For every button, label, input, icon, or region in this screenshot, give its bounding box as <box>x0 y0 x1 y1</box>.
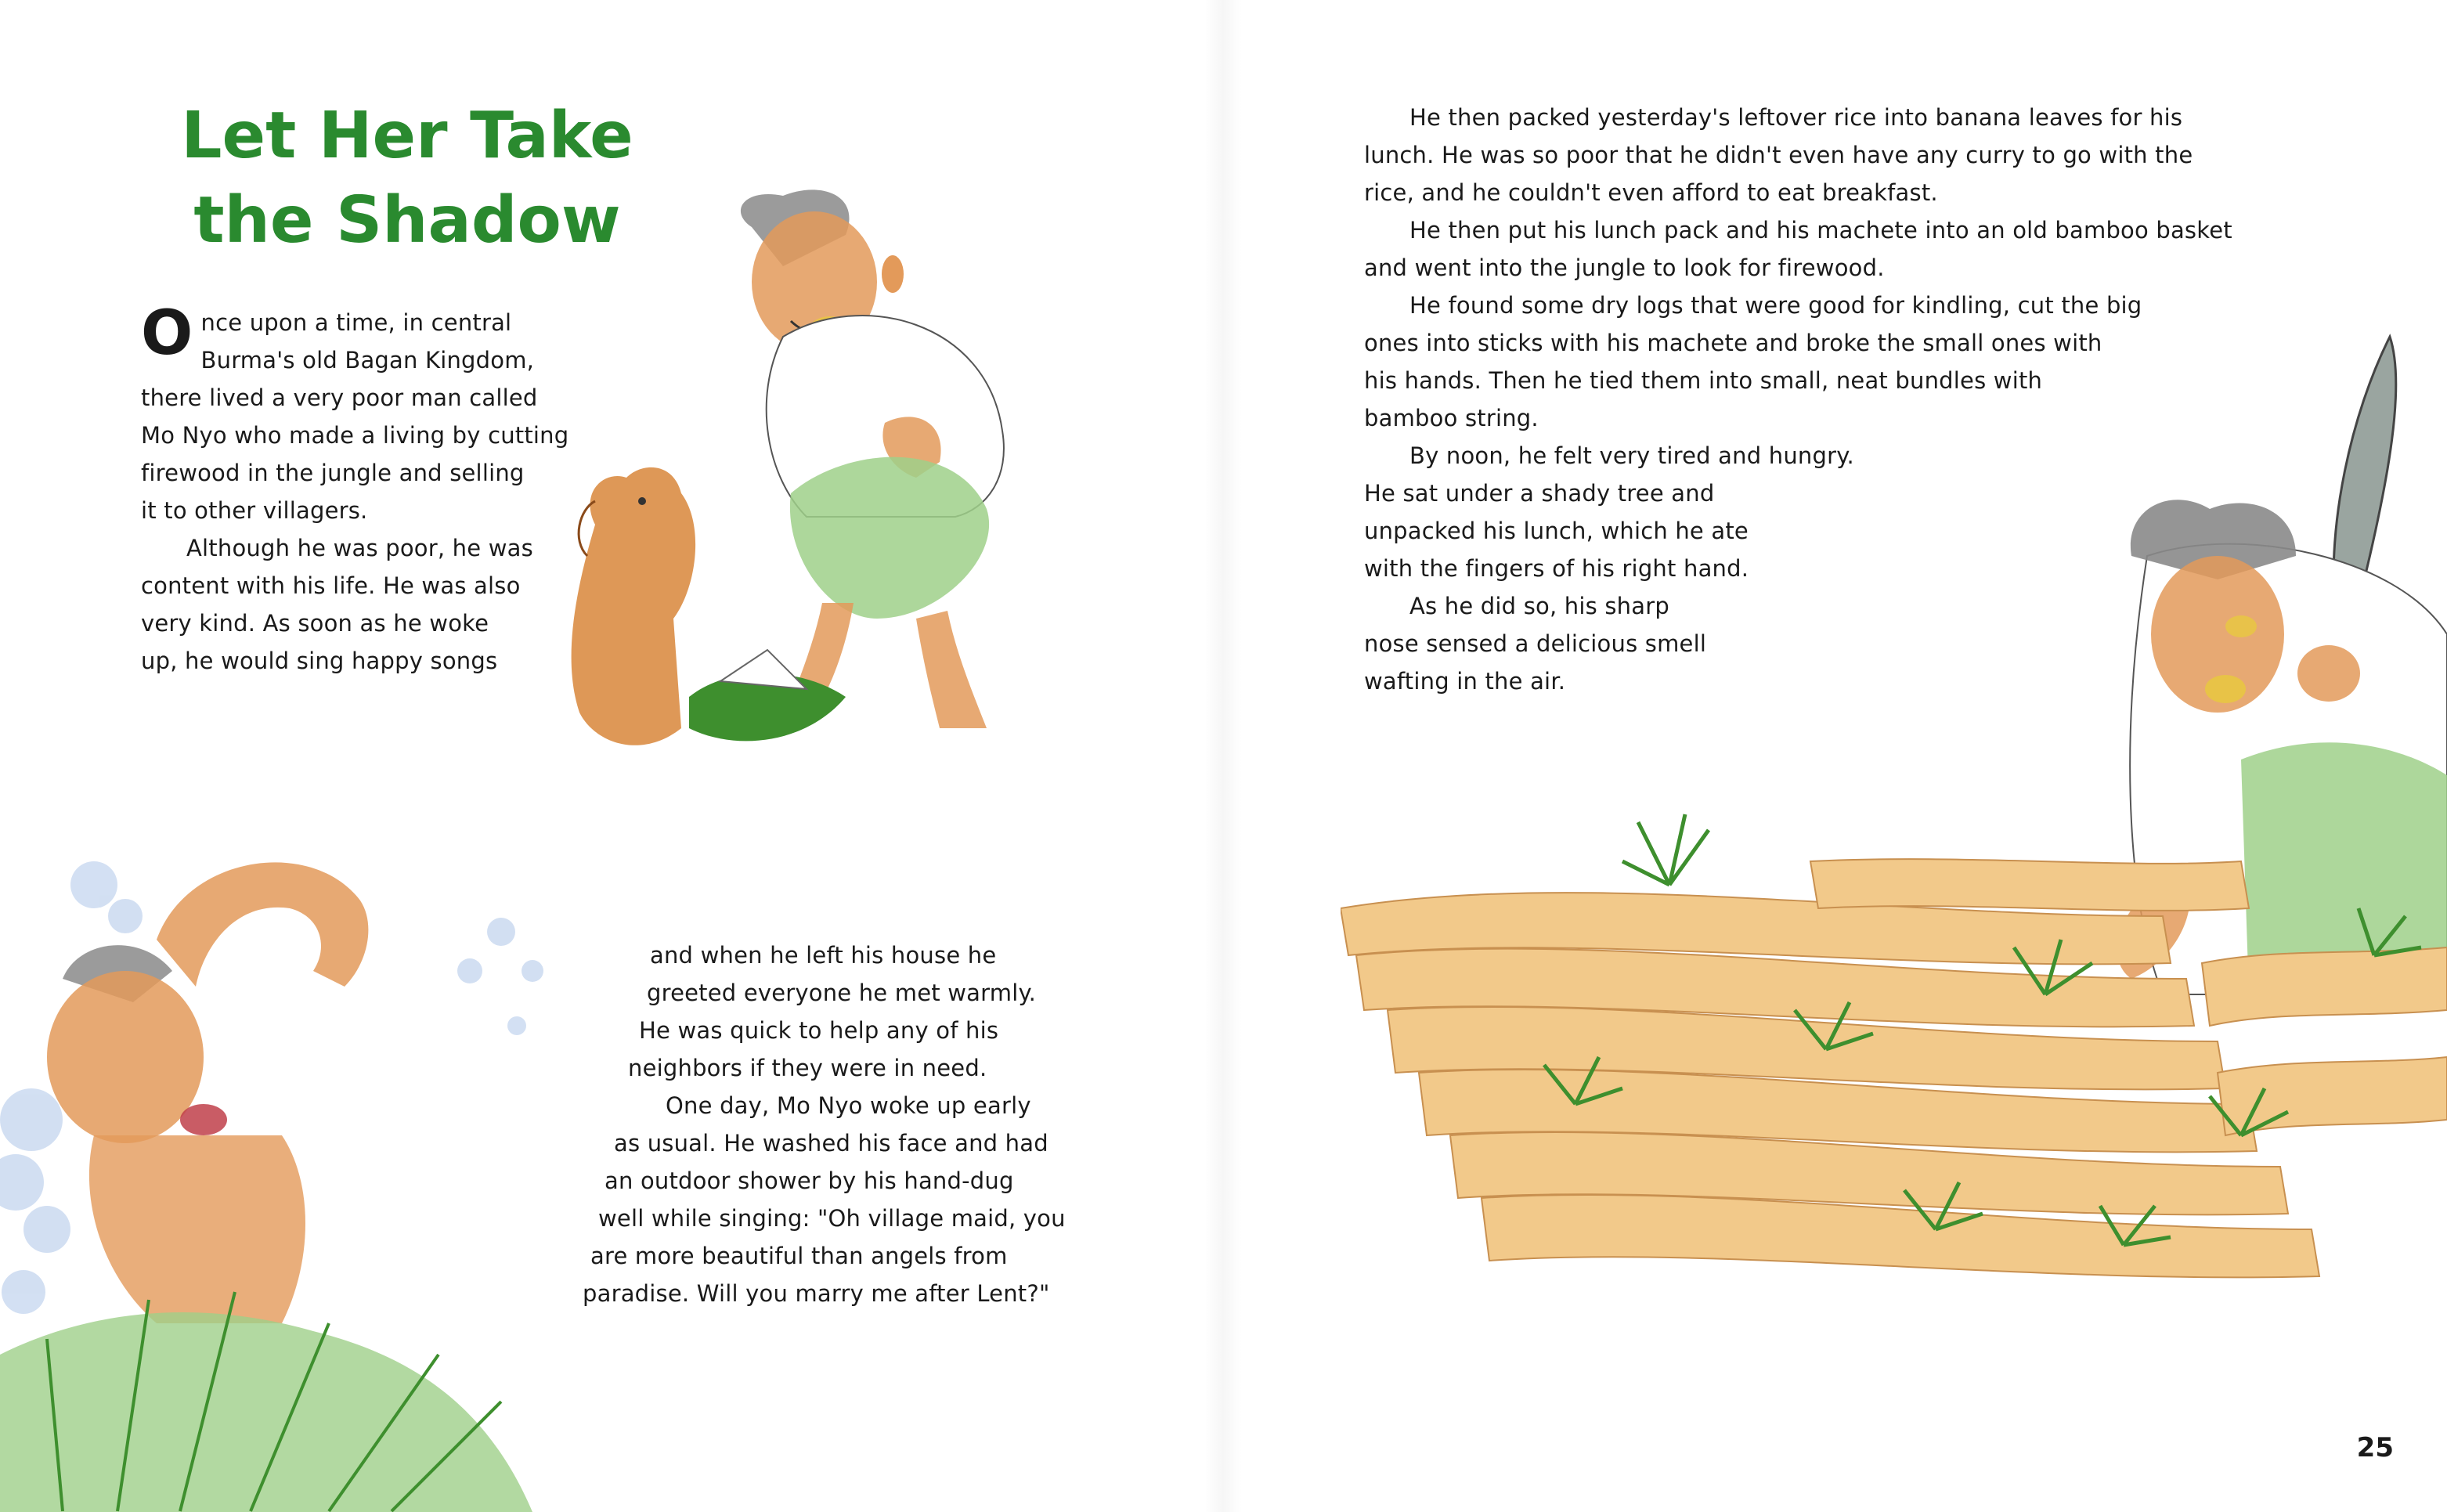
text-line: By noon, he felt very tired and hungry. <box>1409 442 1854 469</box>
continuation-text <box>579 936 1066 1312</box>
text-line: his hands. Then he tied them into small, neat bundles with <box>1364 367 2043 394</box>
text-line: well while singing: "Oh village maid, you <box>598 1205 1066 1232</box>
left-page <box>0 0 1223 1512</box>
text-line: are more beautiful than angels from <box>590 1243 1008 1269</box>
man-cutting-firewood-icon <box>1341 321 2447 1339</box>
man-kneeling-with-dog-icon <box>548 180 1175 830</box>
text-line: nose sensed a delicious smell <box>1364 630 1707 657</box>
text-line: nce upon a time, in central <box>200 309 512 336</box>
text-line: up, he would sing happy songs <box>141 648 498 674</box>
text-line: very kind. As soon as he woke <box>141 610 489 637</box>
intro-text <box>141 298 569 680</box>
text-line: greeted everyone he met warmly. <box>647 980 1037 1006</box>
text-line: and went into the jungle to look for firewood. <box>1364 254 1885 281</box>
text-line: Mo Nyo who made a living by cutting <box>141 422 569 449</box>
text-line: Although he was poor, he was <box>186 535 533 561</box>
text-line: wafting in the air. <box>1364 668 1566 695</box>
text-line: an outdoor shower by his hand-dug <box>605 1167 1014 1194</box>
title-line-2: the Shadow <box>193 183 621 258</box>
text-line: there lived a very poor man called <box>141 384 538 411</box>
text-line: content with his life. He was also <box>141 572 521 599</box>
text-line: as usual. He washed his face and had <box>614 1130 1048 1157</box>
text-line: He was quick to help any of his <box>639 1017 999 1044</box>
text-line: He then packed yesterday's leftover rice into banana leaves for his <box>1409 104 2183 131</box>
right-page <box>1223 0 2447 1512</box>
text-line: As he did so, his sharp <box>1409 593 1669 619</box>
text-line: ones into sticks with his machete and broke the small ones with <box>1364 330 2102 356</box>
text-line: it to other villagers. <box>141 497 368 524</box>
man-bathing-at-well-icon <box>0 791 548 1512</box>
text-line: paradise. Will you marry me after Lent?" <box>583 1280 1050 1307</box>
drop-cap: O <box>141 298 193 369</box>
text-line: firewood in the jungle and selling <box>141 460 525 486</box>
text-line: He found some dry logs that were good for kindling, cut the big <box>1409 292 2142 319</box>
text-line: He then put his lunch pack and his machete into an old bamboo basket <box>1409 217 2232 244</box>
text-line: neighbors if they were in need. <box>628 1055 987 1081</box>
text-line: unpacked his lunch, which he ate <box>1364 518 1749 544</box>
text-line: Burma's old Bagan Kingdom, <box>200 347 535 373</box>
text-line: lunch. He was so poor that he didn't even have any curry to go with the <box>1364 142 2193 168</box>
text-line: with the fingers of his right hand. <box>1364 555 1749 582</box>
page-number: 25 <box>2356 1432 2394 1463</box>
title-line-1: Let Her Take <box>181 99 633 173</box>
text-line: One day, Mo Nyo woke up early <box>666 1092 1031 1119</box>
text-line: and when he left his house he <box>650 942 997 969</box>
text-line: rice, and he couldn't even afford to eat breakfast. <box>1364 179 1938 206</box>
text-line: He sat under a shady tree and <box>1364 480 1715 507</box>
text-line: bamboo string. <box>1364 405 1539 431</box>
